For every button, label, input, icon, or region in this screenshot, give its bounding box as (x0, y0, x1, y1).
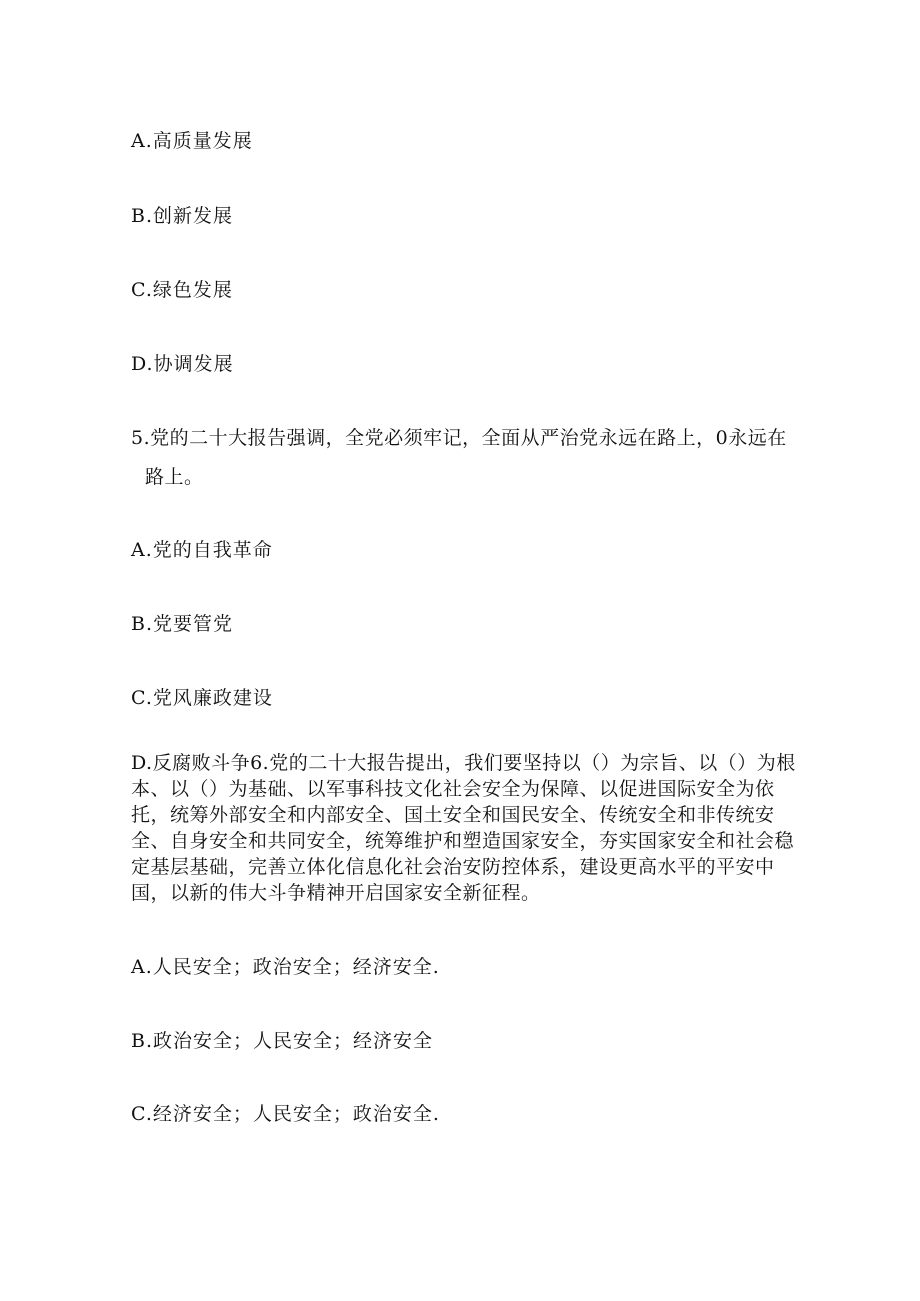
q6-option-c: C.经济安全；人民安全；政治安全. (131, 1103, 440, 1125)
q5-stem-line1: 5.党的二十大报告强调，全党必须牢记，全面从严治党永远在路上，0永远在 (131, 427, 787, 449)
q6-option-a: A.人民安全；政治安全；经济安全. (131, 956, 440, 978)
q5-stem (131, 425, 796, 490)
q4-option-b: B.创新发展 (131, 205, 234, 227)
q5-option-b: B.党要管党 (131, 613, 234, 635)
q4-option-a: A.高质量发展 (131, 130, 253, 152)
q4-option-c: C.绿色发展 (131, 279, 233, 301)
q5-stem-line2: 路上。 (145, 466, 204, 488)
q5-option-c: C.党风廉政建设 (131, 687, 273, 709)
q6-option-b: B.政治安全；人民安全；经济安全 (131, 1030, 434, 1052)
q5-option-a: A.党的自我革命 (131, 539, 273, 561)
q4-option-d: D.协调发展 (131, 353, 234, 375)
q6-stem-paragraph: D.反腐败斗争6.党的二十大报告提出，我们要坚持以（）为宗旨、以（）为根本、以（）为基础、以军事科技文化社会安全为保障、以促进国际安全为依托，统筹外部安全和内部安全、国土安全和国民安全、传统安全和非传统安全、自身安全和共同安全，统筹维护和塑造国家安全，夯实国家安全和社会稳定基层基础，完善立体化信息化社会治安防控体系，建设更高水平的平安中国，以新的伟大斗争精神开启国家安全新征程。 (131, 752, 796, 904)
